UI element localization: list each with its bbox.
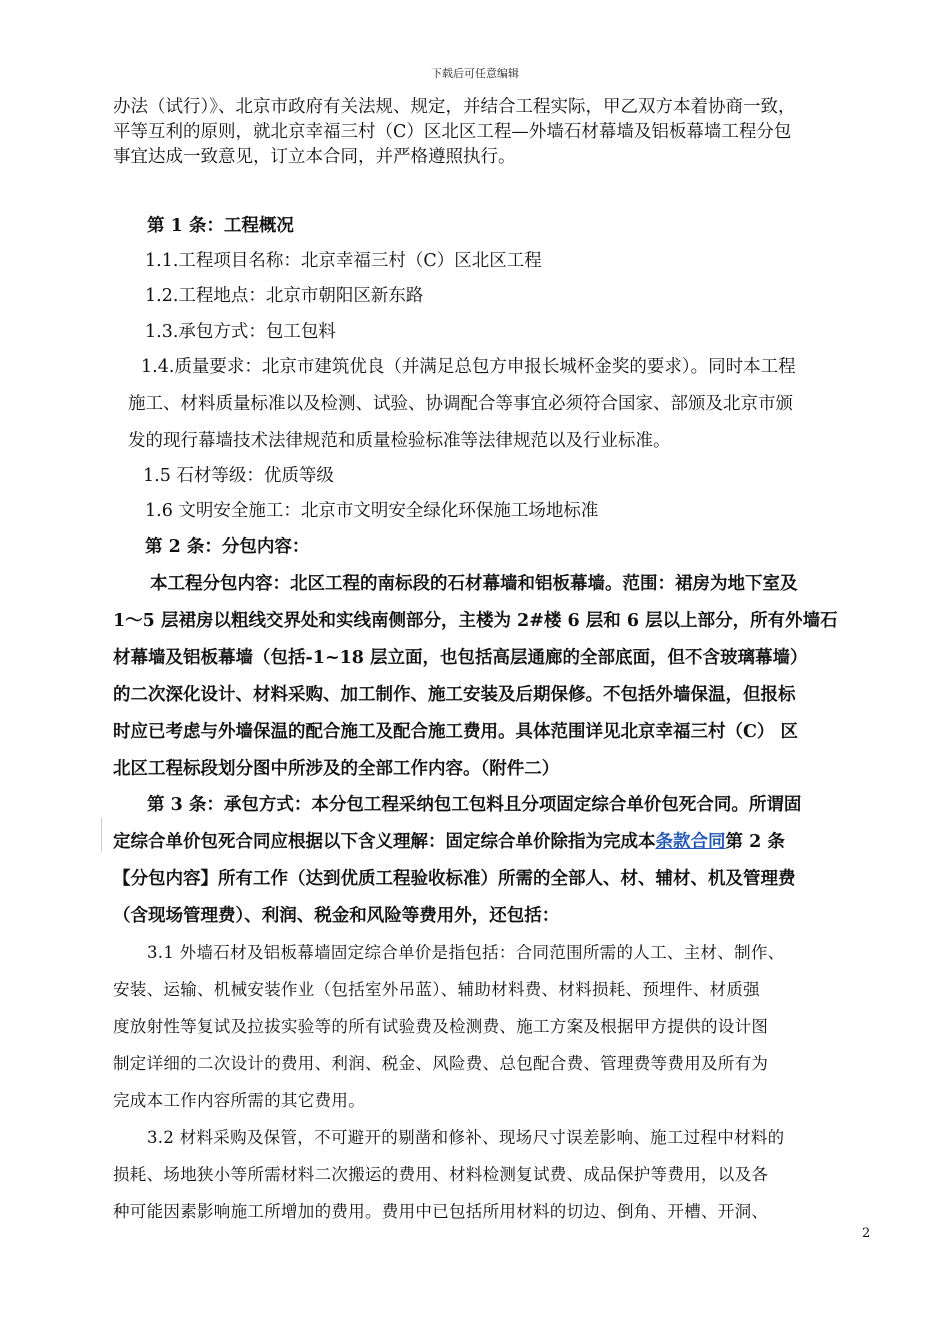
paragraph-line: 办法（试行）》、北京市政府有关法规、规定，并结合工程实际，甲乙双方本着协商一致，: [113, 97, 796, 117]
paragraph-line: 制定详细的二次设计的费用、利润、税金、风险费、总包配合费、管理费等费用及所有为: [113, 1054, 769, 1073]
paragraph-line: 发的现行幕墙技术法律规范和质量检验标准等法律规范以及行业标准。: [128, 431, 671, 451]
paragraph-line: 1.3.承包方式：包工包料: [145, 322, 336, 342]
paragraph-line: 1.1.工程项目名称：北京幸福三村（C）区北区工程: [145, 251, 542, 271]
paragraph-line: 的二次深化设计、材料采购、加工制作、施工安装及后期保修。不包括外墙保温，但报标: [113, 685, 796, 705]
line-text: 第 2 条: [725, 832, 785, 852]
paragraph-line: 事宜达成一致意见，订立本合同，并严格遵照执行。: [113, 147, 516, 167]
paragraph-line: 1.5 石材等级：优质等级: [143, 466, 334, 486]
paragraph-line: 度放射性等复试及拉拔实验等的所有试验费及检测费、施工方案及根据甲方提供的设计图: [113, 1017, 769, 1036]
paragraph-line: 1.4.质量要求：北京市建筑优良（并满足总包方申报长城杯金奖的要求）。同时本工程: [141, 357, 796, 377]
paragraph-line: 时应已考虑与外墙保温的配合施工及配合施工费用。具体范围详见北京幸福三村（C） 区: [113, 722, 799, 742]
line-text: 定综合单价包死合同应根据以下含义理解：固定综合单价除指为完成本: [113, 832, 656, 852]
contract-link[interactable]: 条款合同: [655, 832, 726, 852]
paragraph-line: 平等互利的原则，就北京幸福三村（C）区北区工程—外墙石材幕墙及铝板幕墙工程分包: [113, 122, 792, 142]
section-heading: 第 3 条：承包方式：本分包工程采纳包工包料且分项固定综合单价包死合同。所谓固: [147, 795, 802, 815]
paragraph-line: 1.6 文明安全施工：北京市文明安全绿化环保施工场地标准: [145, 501, 599, 521]
margin-mark: [101, 818, 102, 852]
paragraph-line: 施工、材料质量标准以及检测、试验、协调配合等事宜必须符合国家、部颁及北京市颁: [128, 394, 793, 414]
paragraph-line: 种可能因素影响施工所增加的费用。费用中已包括所用材料的切边、倒角、开槽、开洞、: [113, 1202, 769, 1221]
paragraph-line: 3.1 外墙石材及铝板幕墙固定综合单价是指包括：合同范围所需的人工、主材、制作、: [147, 943, 785, 962]
paragraph-line: [113, 830, 785, 854]
paragraph-line: 材幕墙及铝板幕墙（包括-1~18 层立面，也包括高层通廊的全部底面，但不含玻璃幕墙）: [113, 648, 808, 668]
page-number: 2: [862, 1226, 871, 1241]
paragraph-line: 本工程分包内容：北区工程的南标段的石材幕墙和铝板幕墙。范围：裙房为地下室及: [150, 574, 798, 594]
paragraph-line: 1～5 层裙房以粗线交界处和实线南侧部分，主楼为 2#楼 6 层和 6 层以上部分，所有外墙石: [113, 611, 838, 631]
paragraph-line: 3.2 材料采购及保管，不可避开的剔凿和修补、现场尺寸误差影响、施工过程中材料的: [147, 1128, 785, 1147]
section-heading: 第 1 条：工程概况: [147, 216, 294, 236]
paragraph-line: （含现场管理费）、利润、税金和风险等费用外，还包括：: [113, 906, 560, 926]
paragraph-line: 安装、运输、机械安装作业（包括室外吊蓝）、辅助材料费、材料损耗、预埋件、材质强: [113, 980, 760, 999]
paragraph-line: 1.2.工程地点：北京市朝阳区新东路: [145, 286, 424, 306]
paragraph-line: 北区工程标段划分图中所涉及的全部工作内容。（附件二）: [113, 759, 560, 779]
paragraph-line: 损耗、场地狭小等所需材料二次搬运的费用、材料检测复试费、成品保护等费用，以及各: [113, 1165, 769, 1184]
page-header: 下载后可任意编辑: [431, 67, 519, 80]
paragraph-line: 【分包内容】所有工作（达到优质工程验收标准）所需的全部人、材、辅材、机及管理费: [113, 869, 796, 889]
section-heading: 第 2 条：分包内容：: [145, 537, 310, 557]
paragraph-line: 完成本工作内容所需的其它费用。: [113, 1091, 365, 1110]
